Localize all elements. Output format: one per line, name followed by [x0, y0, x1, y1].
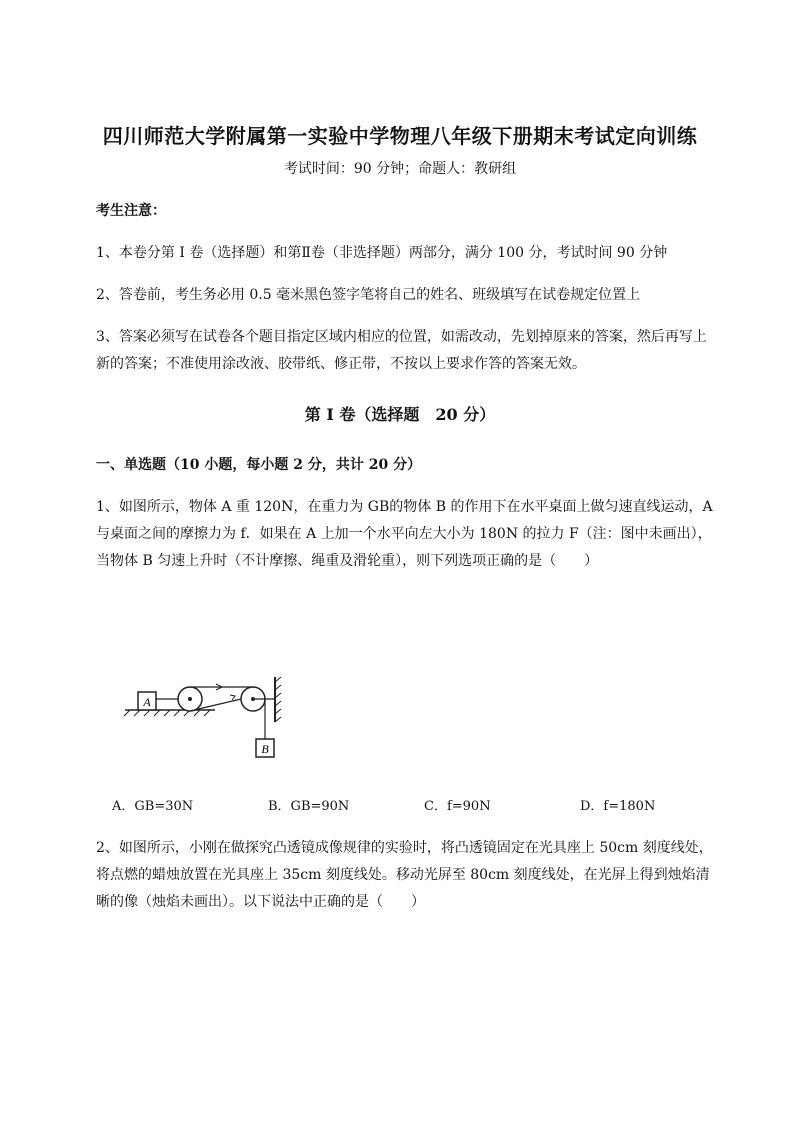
arrow-icon	[230, 695, 235, 700]
block-a-label: A	[143, 695, 151, 709]
notice-item: 3、答案必须写在试卷各个题目指定区域内相应的位置，如需改动，先划掉原来的答案，然后再写上新的答案；不准使用涂改液、胶带纸、修正带，不按以上要求作答的答案无效。	[96, 329, 707, 372]
pulley-diagram	[120, 672, 300, 767]
question-2-text: 2、如图所示，小刚在做探究凸透镜成像规律的实验时，将凸透镜固定在光具座上 50cm 刻度线处，将点燃的蜡烛放置在光具座上 35cm 刻度线处。移动光屏至 80cm 刻度线处，在光屏上得到烛焰清晰的像（烛焰未画出）。以下说法中正确的是（ ）	[96, 840, 713, 910]
option-b[interactable]: B．GB=90N	[268, 799, 350, 814]
part-title: 一、单选题（10 小题，每小题 2 分，共计 20 分）	[96, 457, 422, 473]
option-a[interactable]: A．GB=30N	[112, 799, 194, 814]
option-c[interactable]: C．f=90N	[424, 799, 491, 814]
notice-item: 2、答卷前，考生务必用 0.5 毫米黑色签字笔将自己的姓名、班级填写在试卷规定位置上	[96, 287, 641, 303]
table-hatching	[124, 710, 210, 716]
notice-item: 1、本卷分第 I 卷（选择题）和第Ⅱ卷（非选择题）两部分，满分 100 分，考试时间 90 分钟	[96, 245, 668, 261]
option-d[interactable]: D．f=180N	[580, 799, 656, 814]
question-1-text: 1、如图所示，物体 A 重 120N，在重力为 GB的物体 B 的作用下在水平桌面上做匀速直线运动，A 与桌面之间的摩擦力为 f．如果在 A 上加一个水平向左大小为 180N 的拉力 F（注：图中未画出），当物体 B 匀速上升时（不计摩擦、绳重及滑轮重），则下列选项正确的是（ ）	[96, 499, 713, 569]
notice-heading: 考生注意：	[96, 203, 166, 219]
block-b-label: B	[261, 742, 269, 756]
page-title: 四川师范大学附属第一实验中学物理八年级下册期末考试定向训练	[102, 124, 698, 148]
section-title: 第 I 卷（选择题 20 分）	[304, 405, 496, 424]
exam-subtitle: 考试时间：90 分钟；命题人：教研组	[283, 161, 517, 177]
